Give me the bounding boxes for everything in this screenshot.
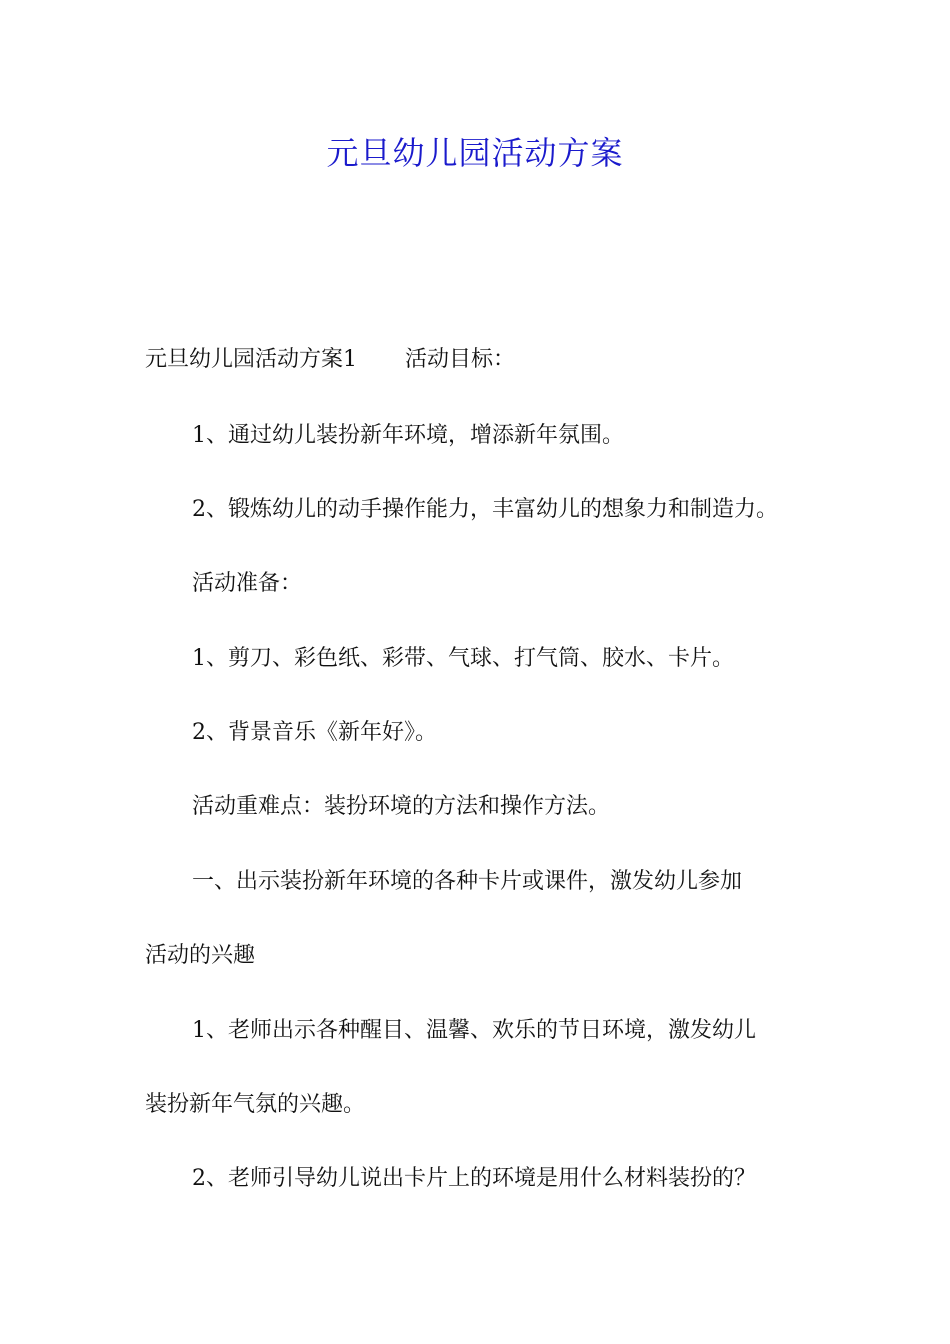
paragraph-step-1-line-1: 一、出示装扮新年环境的各种卡片或课件，激发幼儿参加 — [192, 869, 743, 894]
paragraph-goal-1: 1、通过幼儿装扮新年环境，增添新年氛围。 — [192, 423, 624, 448]
paragraph-preparation-1: 1、剪刀、彩色纸、彩带、气球、打气筒、胶水、卡片。 — [192, 646, 734, 671]
section-heading-line — [145, 344, 515, 376]
paragraph-step-1-line-2: 活动的兴趣 — [145, 943, 256, 968]
paragraph-step-1-1-line-2: 装扮新年气氛的兴趣。 — [145, 1092, 366, 1117]
goal-label: 活动目标： — [405, 347, 516, 372]
paragraph-step-1-2: 2、老师引导幼儿说出卡片上的环境是用什么材料装扮的？ — [192, 1166, 756, 1191]
section-heading: 元旦幼儿园活动方案1 — [145, 347, 357, 372]
paragraph-preparation-label: 活动准备： — [192, 571, 303, 596]
paragraph-preparation-2: 2、背景音乐《新年好》。 — [192, 720, 437, 745]
paragraph-goal-2: 2、锻炼幼儿的动手操作能力，丰富幼儿的想象力和制造力。 — [192, 497, 778, 522]
document-title: 元旦幼儿园活动方案 — [326, 134, 624, 172]
paragraph-key-points: 活动重难点：装扮环境的方法和操作方法。 — [192, 794, 611, 819]
paragraph-step-1-1-line-1: 1、老师出示各种醒目、温馨、欢乐的节日环境，激发幼儿 — [192, 1018, 756, 1043]
